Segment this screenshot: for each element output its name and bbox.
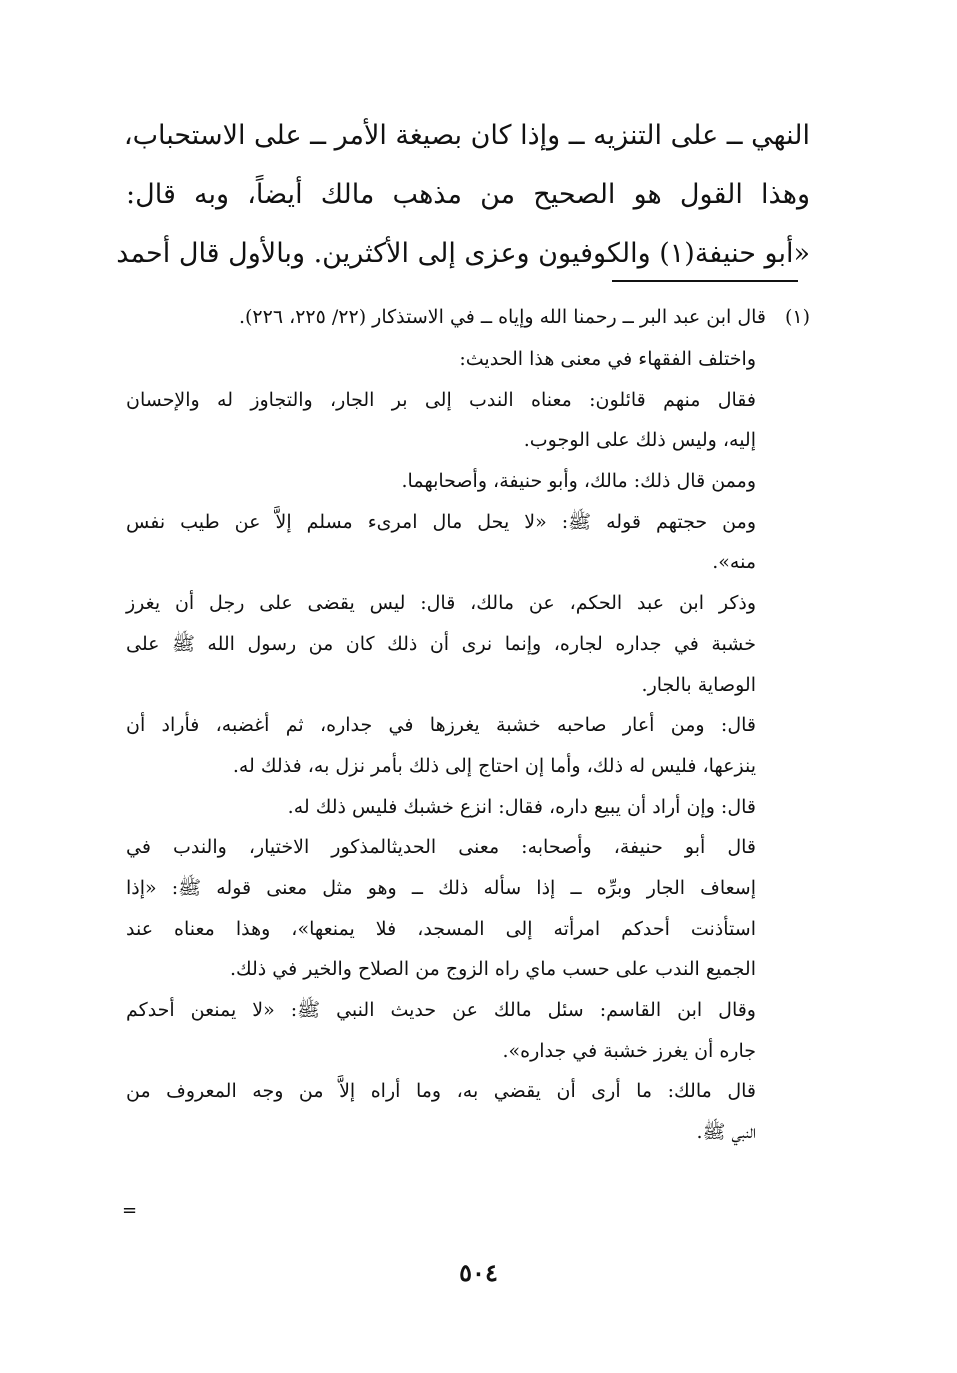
- footnote-line: الجميع الندب على حسب ماي راه الزوج من الصلاح والخير في ذلك.: [229, 958, 756, 981]
- page-number: ٥٠٤: [459, 1258, 498, 1287]
- footnote-line: ومن حجتهم قوله ﷺ: «لا يحل مال امرىء مسلم إلاَّ عن طيب نفس: [126, 510, 756, 533]
- footnote-line: وذكر ابن عبد الحكم، عن مالك، قال: ليس يقضى على رجل أن يغرز: [126, 592, 756, 615]
- continuation-mark: =: [122, 1200, 138, 1221]
- footnote-line: وممن قال ذلك: مالك، وأبو حنيفة، وأصحابهما.: [401, 470, 756, 493]
- footnote-separator: [612, 280, 798, 282]
- footnote-line: استأذنت أحدكم امرأته إلى المسجد، فلا يمنعها»، وهذا معناه عند: [126, 917, 756, 940]
- footnote-line: الوصاية بالجار.: [641, 673, 756, 696]
- footnote-line: إسعاف الجار وبرِّه ــ إذا سأله ذلك ــ وهو مثل معنى قوله ﷺ: «إذا: [126, 876, 756, 899]
- footnote-line: النبي ﷺ.: [696, 1121, 756, 1144]
- footnote-line: منه».: [712, 551, 756, 574]
- footnote-line: ينزعها، فليس له ذلك، وأما إن احتاج إلى ذلك بأمر نزل به، فذلك له.: [232, 754, 756, 777]
- footnote-body: [126, 339, 756, 1153]
- footnote-header: [126, 295, 810, 339]
- main-text-line: النهي ــ على التنزيه ــ وإذا كان بصيغة الأمر ــ على الاستحباب،: [123, 120, 810, 151]
- footnote-line: خشبة في جداره لجاره، وإنما نرى أن ذلك كان من رسول الله ﷺ على: [126, 632, 756, 655]
- footnote-first-line: قال ابن عبد البر ــ رحمنا الله وإياه ــ في الاستذكار (٢٢/ ٢٢٥، ٢٢٦).: [238, 306, 766, 328]
- main-text-line: وهذا القول هو الصحيح من مذهب مالك أيضاً، وبه قال:: [126, 179, 810, 210]
- footnote-line: قال: وإن أراد أن يبيع داره، فقال: انزع خشبك فليس ذلك له.: [287, 795, 756, 818]
- footnote-line: قال أبو حنيفة، وأصحابه: معنى الحديثالمذكور الاختيار، والندب في: [126, 836, 756, 859]
- footnote-marker: (١): [784, 306, 810, 328]
- footnote-line: فقال منهم قائلون: معناه الندب إلى بر الجار، والتجاوز له والإحسان: [126, 388, 756, 411]
- footnote-line: إليه، وليس ذلك على الوجوب.: [523, 429, 756, 452]
- footnote-line: جاره أن يغرز خشبة في جداره».: [502, 1039, 756, 1062]
- footnote-line: واختلف الفقهاء في معنى هذا الحديث:: [459, 348, 756, 370]
- main-text-line: «أبو حنيفة(١) والكوفيون وعزى إلى الأكثرين. وبالأول قال أحمد: [116, 238, 810, 269]
- footnote-line: قال: ومن أعار صاحبه خشبة يغرزها في جداره، ثم أغضبه، فأراد أن: [126, 714, 756, 737]
- footnote-line: وقال ابن القاسم: سئل مالك عن حديث النبي ﷺ: «لا يمنعن أحدكم: [126, 999, 756, 1021]
- footnote: [126, 295, 810, 1153]
- main-text: [116, 106, 810, 283]
- footnote-line: قال مالك: ما أرى أن يقضي به، وما أراه إلاَّ من وجه المعروف من: [126, 1080, 756, 1103]
